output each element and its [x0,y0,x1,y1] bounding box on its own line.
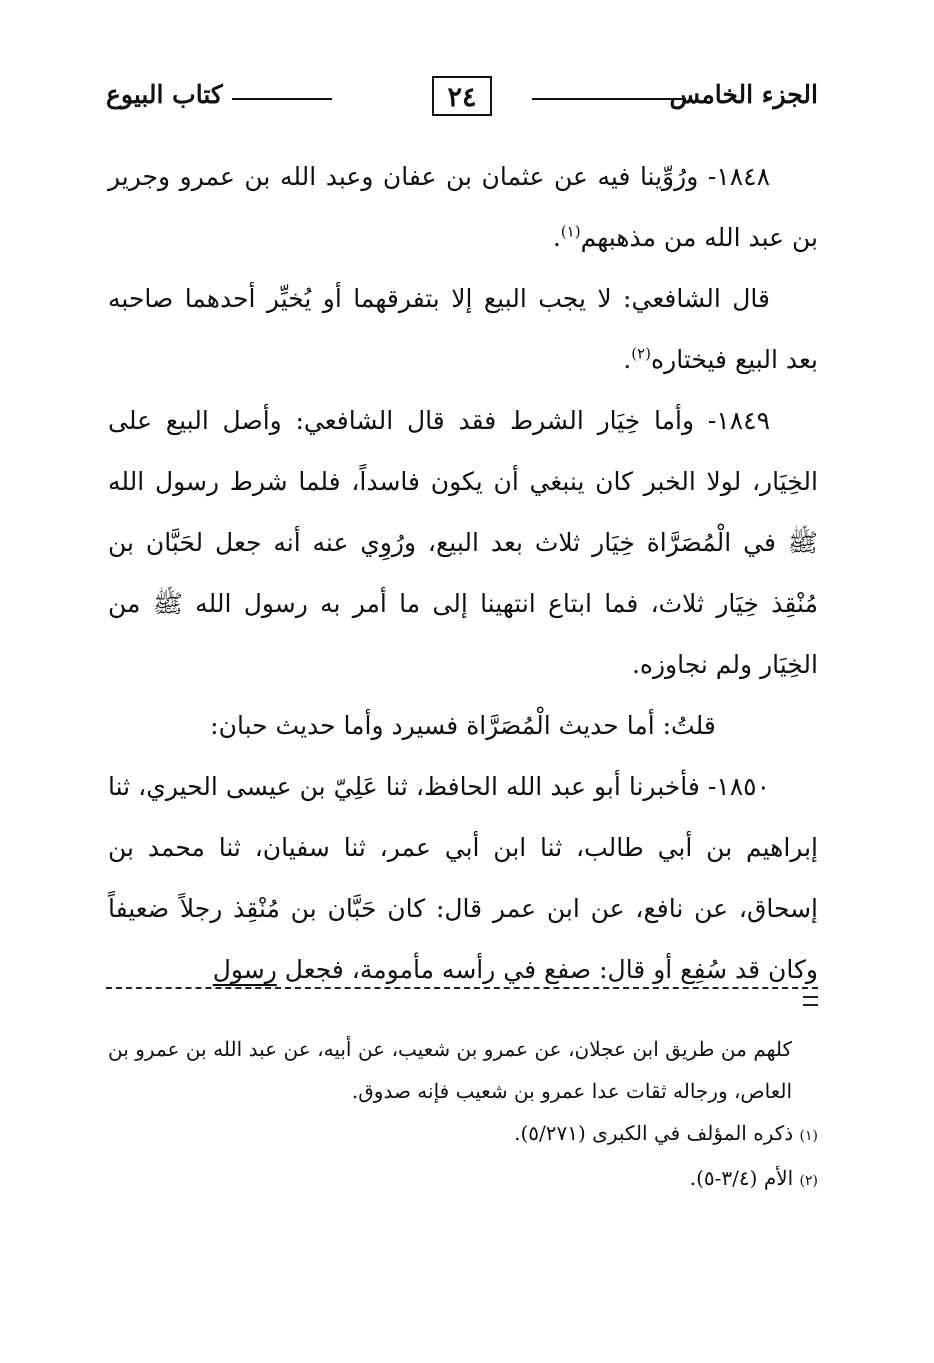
page-number: ٢٤ [432,76,492,116]
paragraph-1849: ١٨٤٩- وأما خِيَار الشرط فقد قال الشافعي: وأصل البيع على الخِيَار، لولا الخبر كان ينبغي أن يكون فاسداً، فلما شرط رسول الله ﷺ في الْمُصَرَّاة خِيَار ثلاث بعد البيع، ورُوِي عنه أنه جعل لحَبَّان بن مُنْقِذ خِيَار ثلاث، فما ابتاع انتهينا إلى ما أمر به رسول الله ﷺ من الخِيَار ولم نجاوزه. [108,406,818,679]
footnote-separator [106,987,818,989]
footnote-1: (١) ذكره المؤلف في الكبرى (٥/٢٧١). [514,1121,818,1145]
paragraph-qultu: قلتُ: أما حديث الْمُصَرَّاة فسيرد وأما حديث حبان: [210,711,716,740]
main-text [108,146,818,1000]
header-rule-left [232,98,332,100]
paragraph-shafii: قال الشافعي: لا يجب البيع إلا بتفرقهما أو يُخيِّر أحدهما صاحبه بعد البيع فيختاره$^{(٢)}$. [108,284,818,374]
underlined-word: رسول [212,955,277,984]
book-title: كتاب البيوع [106,80,223,109]
paragraph-1850: ١٨٥٠- فأخبرنا أبو عبد الله الحافظ، ثنا عَلِيّ بن عيسى الحيري، ثنا إبراهيم بن أبي طالب، ثنا ابن أبي عمر، ثنا سفيان، ثنا محمد بن إسحاق، عن نافع، عن ابن عمر قال: كان حَبَّان بن مُنْقِذ رجلاً ضعيفاً وكان قد سُفِع أو قال: صفع في رأسه مأمومة، فجعل رسول [108,772,818,984]
continuation-mark [803,996,818,1006]
footnote-continuation: كلهم من طريق ابن عجلان، عن عمرو بن شعيب، عن أبيه، عن عبد الله بن عمرو بن العاص، ورجاله ثقات عدا عمرو بن شعيب فإنه صدوق. [108,1037,792,1103]
footnote-ref-1: (١) [560,222,581,241]
volume-title: الجزء الخامس [669,80,818,109]
running-header [106,76,818,120]
paragraph-1848: ١٨٤٨- ورُوِّينا فيه عن عثمان بن عفان وعبد الله بن عمرو وجرير بن عبد الله من مذهبهم$^{(١)}$. [108,162,818,252]
footnotes [108,1028,818,1202]
footnote-2: (٢) الأم (٣/٤-٥). [689,1166,818,1190]
header-rule-right [532,98,686,100]
footnote-ref-2: (٢) [631,344,652,363]
